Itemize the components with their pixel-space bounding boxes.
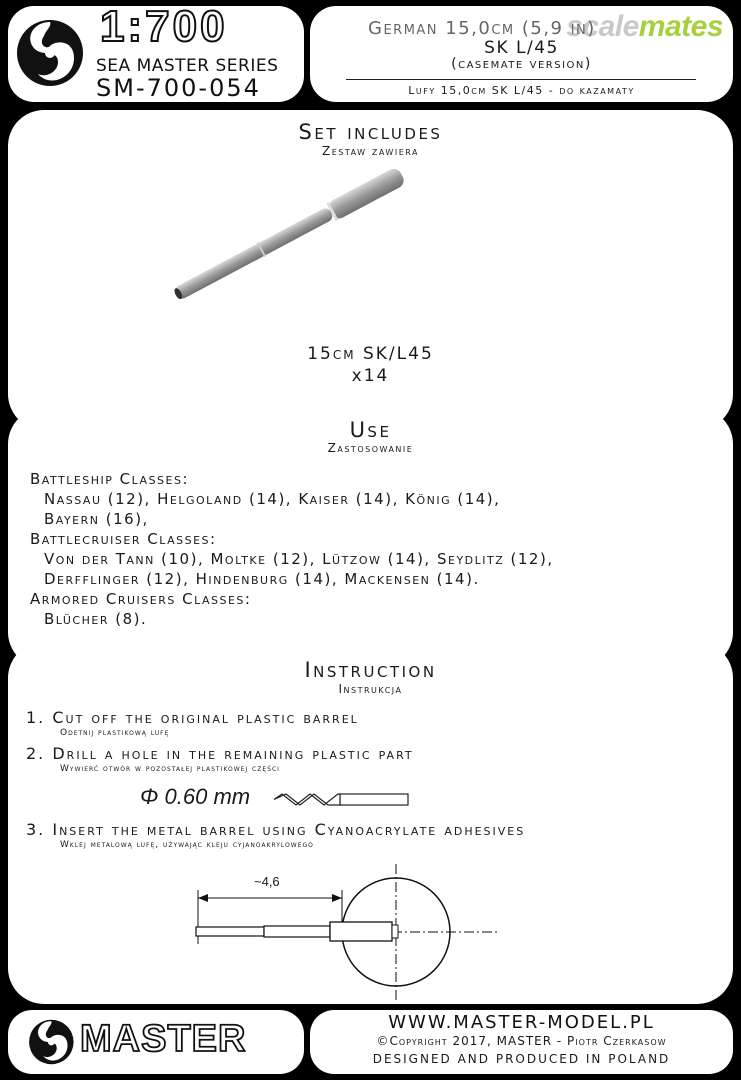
instruction-panel bbox=[8, 642, 733, 1004]
title-line-1: German 15,0cm (5,9 in) bbox=[368, 18, 596, 39]
footer-logo-panel bbox=[8, 1010, 304, 1074]
set-heading-pl: Zestaw zawiera bbox=[322, 144, 419, 158]
use-line-1: Nassau (12), Helgoland (14), Kaiser (14), König (14), bbox=[44, 490, 501, 508]
dimension-label: ~4,6 bbox=[254, 874, 280, 889]
use-line-2: Bayern (16), bbox=[44, 510, 149, 528]
instruction-heading-pl: Instrukcja bbox=[338, 682, 403, 696]
scale-label: 1:700 bbox=[100, 6, 228, 51]
watermark: scalemates bbox=[566, 10, 723, 43]
copyright-text: ©Copyright 2017, MASTER - Piotr Czerkasow bbox=[376, 1034, 667, 1048]
drill-bit-icon bbox=[272, 790, 412, 810]
produced-text: DESIGNED AND PRODUCED IN POLAND bbox=[372, 1052, 671, 1066]
series-label: SEA MASTER SERIES bbox=[96, 56, 279, 76]
assembly-diagram bbox=[8, 854, 733, 1004]
use-line-3: Battlecruiser Classes: bbox=[30, 530, 217, 548]
use-line-0: Battleship Classes: bbox=[30, 470, 190, 488]
step-1: 1. Cut off the original plastic barrel bbox=[26, 708, 359, 727]
step-3-pl: Wklej metalową lufę, używając kleju cyjanoakrylowego bbox=[60, 840, 314, 850]
part-name: 15cm SK/L45 bbox=[307, 344, 434, 364]
master-swirl-icon bbox=[16, 10, 86, 96]
website-link[interactable]: WWW.MASTER-MODEL.PL bbox=[388, 1012, 655, 1033]
step-1-pl: Odetnij plastikową lufę bbox=[60, 728, 170, 738]
part-quantity: x14 bbox=[351, 366, 390, 386]
drill-size: Φ 0.60 mm bbox=[140, 784, 251, 809]
product-code: SM-700-054 bbox=[96, 74, 261, 102]
step-3: 3. Insert the metal barrel using Cyanoacrylate adhesives bbox=[26, 820, 526, 839]
title-line-3: (casemate version) bbox=[451, 56, 592, 72]
use-line-6: Armored Cruisers Classes: bbox=[30, 590, 252, 608]
instruction-heading: Instruction bbox=[304, 658, 437, 682]
step-2: 2. Drill a hole in the remaining plastic part bbox=[26, 744, 414, 763]
barrel-illustration bbox=[8, 162, 733, 342]
step-2-pl: Wywierć otwór w pozostałej plastikowej części bbox=[60, 764, 280, 774]
use-heading: Use bbox=[349, 418, 392, 442]
footer-info-panel bbox=[310, 1010, 733, 1074]
header-right-panel bbox=[310, 6, 733, 102]
title-pl: Lufy 15,0cm SK L/45 - do kazamaty bbox=[408, 84, 635, 97]
use-line-7: Blücher (8). bbox=[44, 610, 148, 628]
master-logo-icon bbox=[26, 1013, 78, 1071]
use-heading-pl: Zastosowanie bbox=[327, 441, 414, 455]
title-divider bbox=[346, 79, 696, 80]
use-line-4: Von der Tann (10), Moltke (12), Lützow (14), Seydlitz (12), bbox=[44, 550, 554, 568]
set-heading: Set includes bbox=[298, 120, 443, 144]
footer-logo-text: MASTER bbox=[80, 1018, 247, 1060]
use-panel bbox=[8, 408, 733, 668]
title-line-2: SK L/45 bbox=[484, 38, 559, 58]
use-line-5: Derfflinger (12), Hindenburg (14), Mackensen (14). bbox=[44, 570, 480, 588]
header-left-panel bbox=[8, 6, 304, 102]
set-includes-panel bbox=[8, 110, 733, 430]
